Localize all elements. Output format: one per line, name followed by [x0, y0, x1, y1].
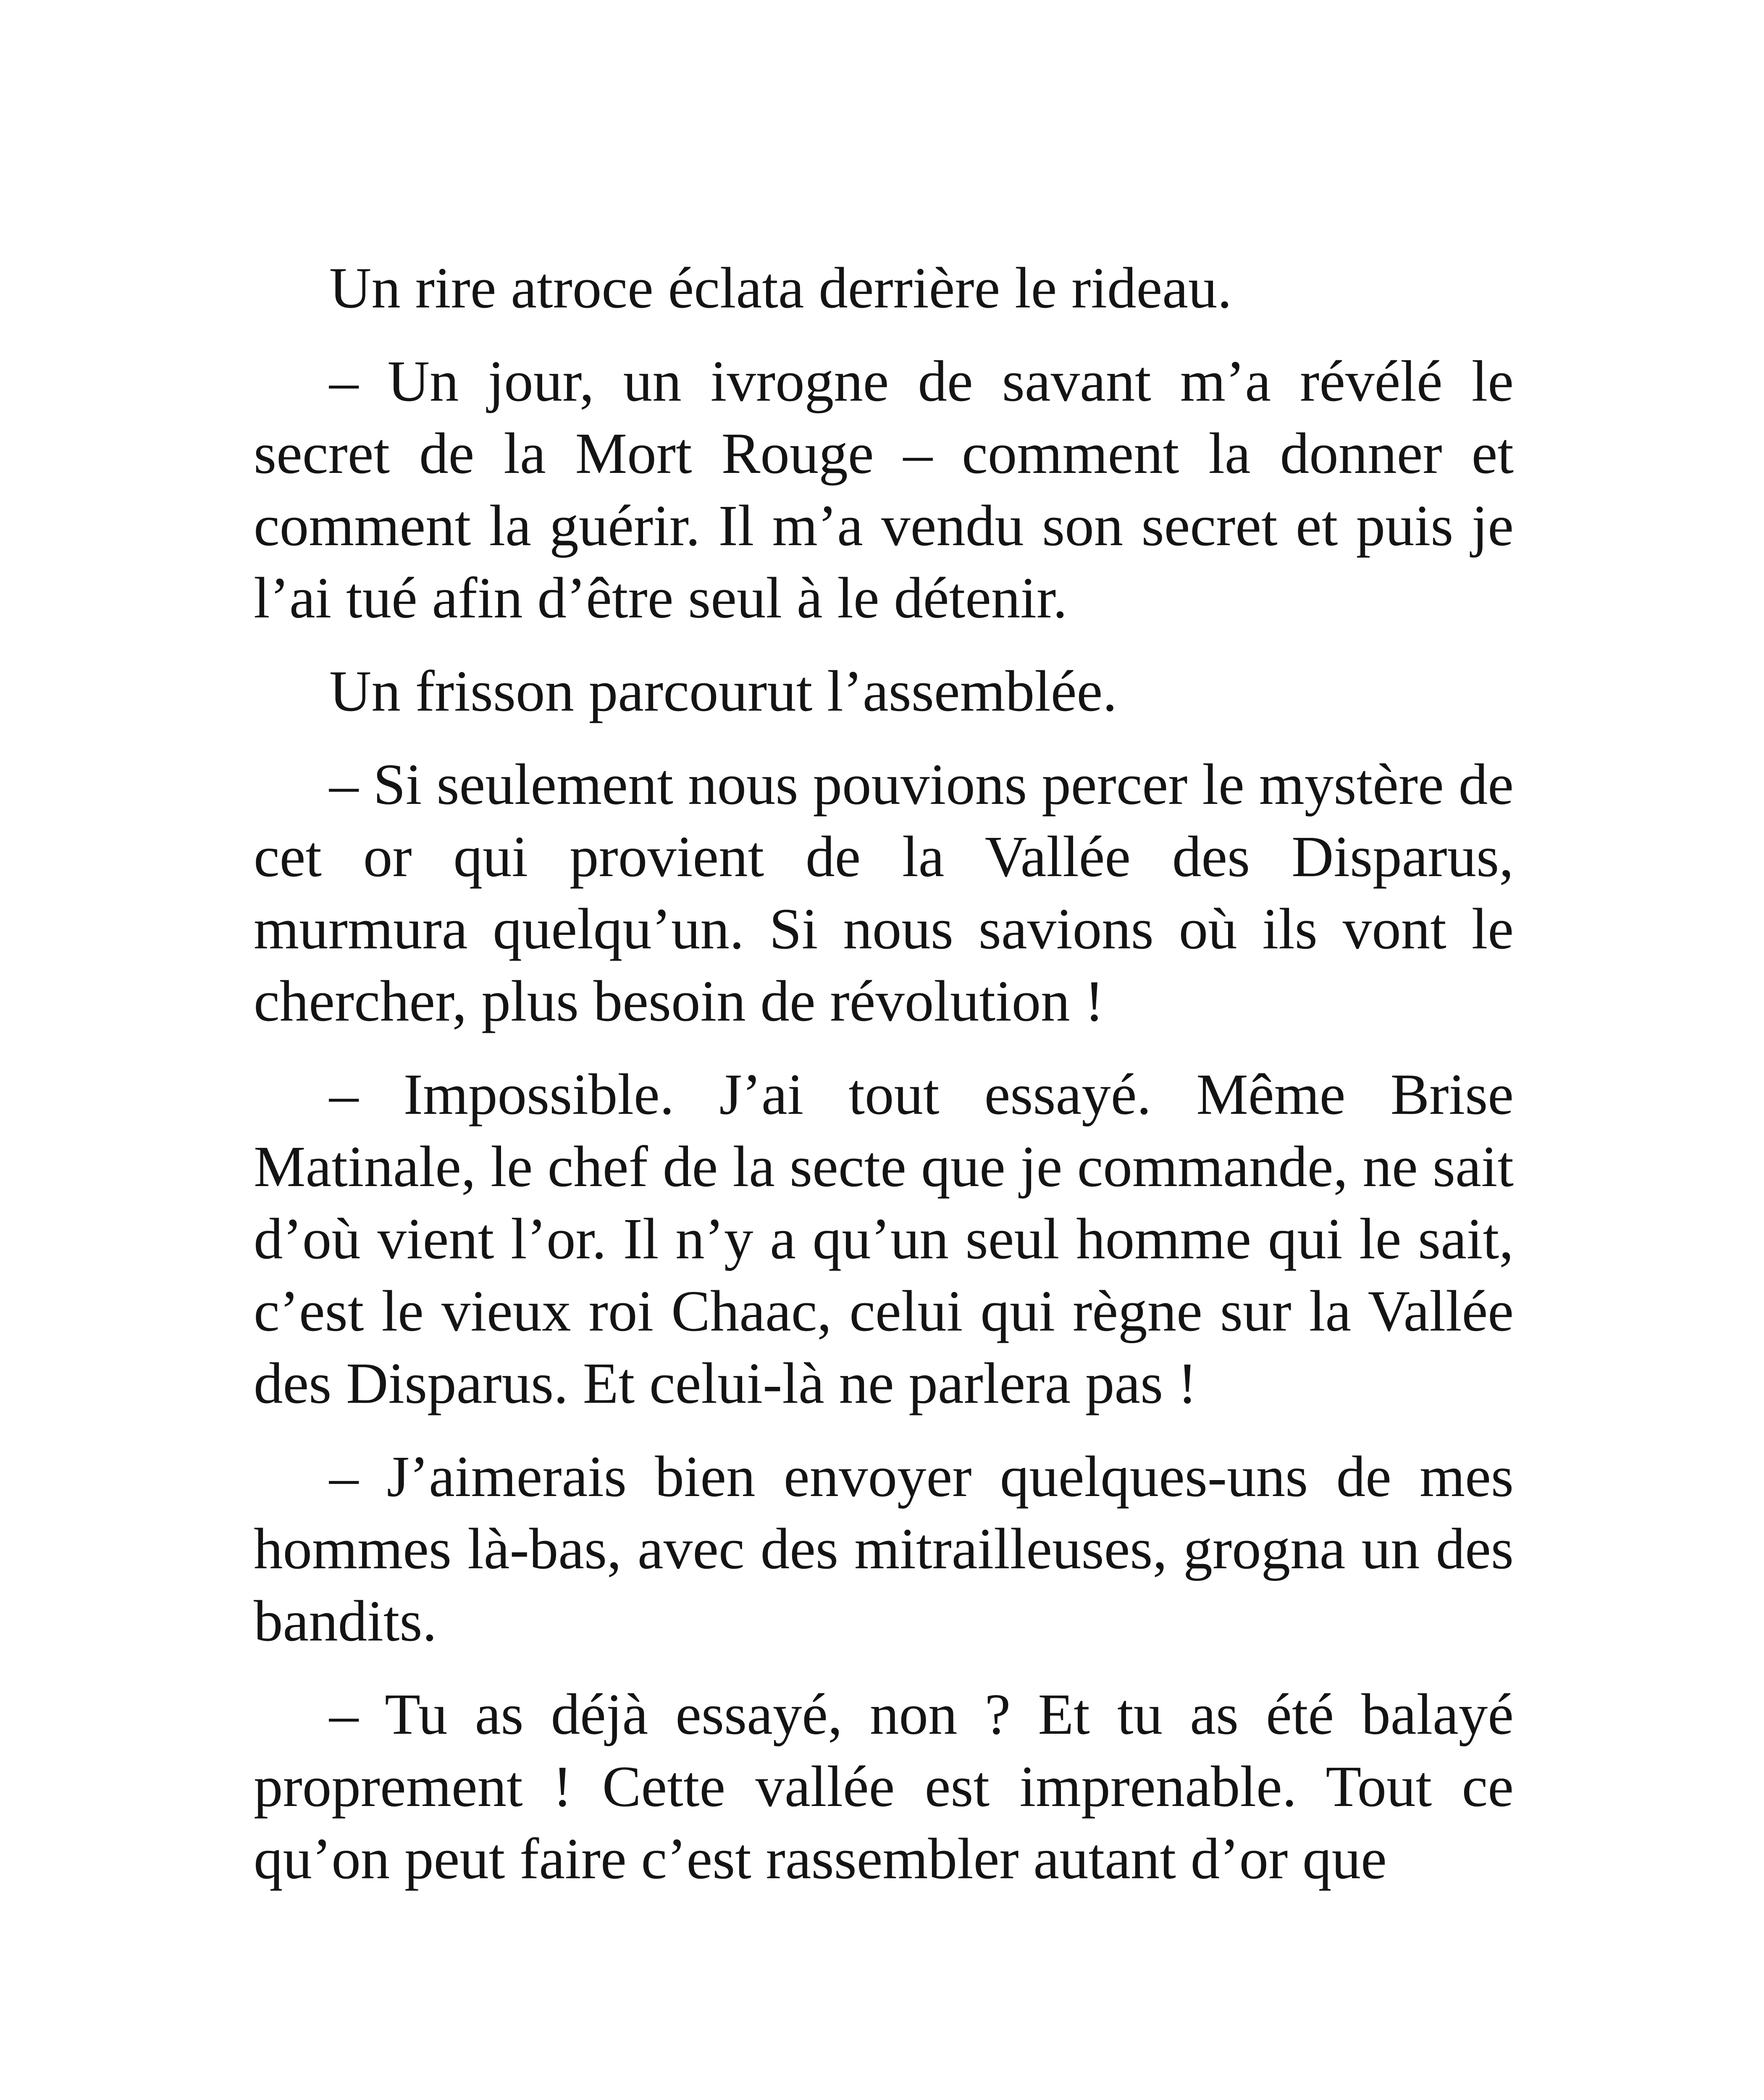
- paragraph: – Un jour, un ivrogne de savant m’a révélé le secret de la Mort Rouge – comment la donner et comment la guérir. Il m’a vendu son secret et puis je l’ai tué afin d’être seul à le détenir.: [254, 349, 1514, 630]
- paragraph: – J’aimerais bien envoyer quelques-uns de mes hommes là-bas, avec des mitrailleuses, grogna un des bandits.: [254, 1444, 1514, 1654]
- paragraph: – Tu as déjà essayé, non ? Et tu as été balayé proprement ! Cette vallée est imprenable. Tout ce qu’on peut faire c’est rassembler autant d’or que: [254, 1682, 1514, 1891]
- body-text: [254, 252, 1514, 1916]
- paragraph: Un frisson parcourut l’assemblée.: [329, 659, 1117, 724]
- paragraph: – Impossible. J’ai tout essayé. Même Brise Matinale, le chef de la secte que je commande, ne sait d’où vient l’or. Il n’y a qu’un seul homme qui le sait, c’est le vieux roi Chaac, celui qui règne sur la Vallée des Disparus. Et celui-là ne parlera pas !: [254, 1062, 1514, 1416]
- paragraph: Un rire atroce éclata derrière le rideau.: [329, 256, 1232, 320]
- paragraph: – Si seulement nous pouvions percer le mystère de cet or qui provient de la Vallée des Disparus, murmura quelqu’un. Si nous savions où ils vont le chercher, plus besoin de révolution !: [254, 752, 1514, 1034]
